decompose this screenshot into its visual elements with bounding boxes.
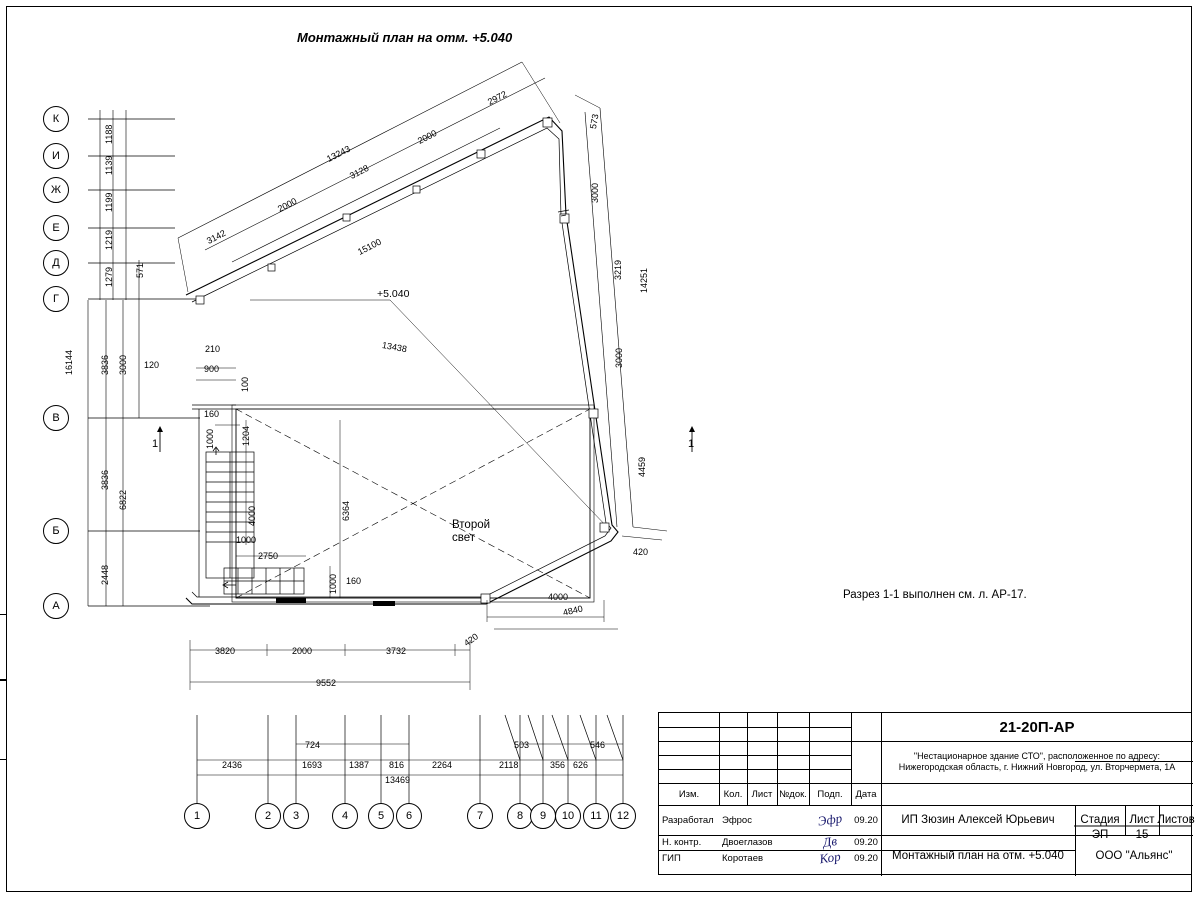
axis-bubble-letter[interactable]: Г bbox=[43, 286, 69, 312]
dimension-label: 4000 bbox=[548, 592, 569, 602]
dimension-label: 4000 bbox=[247, 505, 257, 526]
section-note: Разрез 1-1 выполнен см. л. АР-17. bbox=[843, 589, 1027, 601]
dimension-label: 15100 bbox=[356, 236, 383, 257]
dimension-label: 100 bbox=[240, 376, 250, 392]
axis-bubble-letter[interactable]: В bbox=[43, 405, 69, 431]
stamp-header-list: Лист bbox=[751, 788, 773, 800]
axis-bubble-number[interactable]: 3 bbox=[283, 803, 309, 829]
dimension-label: 3000 bbox=[590, 182, 600, 203]
axis-bubble-letter[interactable]: Д bbox=[43, 250, 69, 276]
project-code: 21-20П-АР bbox=[999, 718, 1075, 736]
dimension-label: 1139 bbox=[104, 155, 114, 175]
axis-bubble-number[interactable]: 7 bbox=[467, 803, 493, 829]
dimension-label: 14251 bbox=[639, 267, 649, 293]
axis-bubble-letter[interactable]: А bbox=[43, 593, 69, 619]
axis-bubble-letter[interactable]: К bbox=[43, 106, 69, 132]
dimension-label: 356 bbox=[550, 760, 566, 770]
dimension-label: 2436 bbox=[222, 760, 243, 770]
axis-bubble-number[interactable]: 2 bbox=[255, 803, 281, 829]
dimension-label: 1279 bbox=[104, 266, 114, 287]
dimension-label: 2264 bbox=[432, 760, 453, 770]
dimension-label: 1387 bbox=[349, 760, 370, 770]
dimension-label: 3142 bbox=[205, 227, 228, 246]
dimension-label: 1000 bbox=[236, 535, 257, 545]
stamp-role-1: Разработал bbox=[662, 814, 714, 826]
dimension-label: 3820 bbox=[215, 646, 236, 656]
axis-bubble-number[interactable]: 6 bbox=[396, 803, 422, 829]
dimension-label: 1199 bbox=[104, 192, 114, 212]
stage-header: Стадия bbox=[1080, 814, 1120, 826]
elevation-mark: +5.040 bbox=[377, 288, 410, 300]
list-value: 15 bbox=[1135, 829, 1149, 841]
stage-value: ЭП bbox=[1091, 829, 1109, 841]
page-title: Монтажный план на отм. +5.040 bbox=[297, 30, 513, 45]
dimension-label: 2448 bbox=[100, 564, 110, 585]
dimension-label: 210 bbox=[205, 344, 221, 354]
dimension-label: 1219 bbox=[104, 229, 114, 250]
dimension-label: 2000 bbox=[292, 646, 313, 656]
section-mark-right: 1 bbox=[688, 438, 695, 450]
stamp-role-3: ГИП bbox=[662, 852, 681, 864]
dimension-label: 2972 bbox=[486, 88, 509, 107]
company-name: ООО "Альянс" bbox=[1095, 849, 1173, 862]
lists-header: Листов bbox=[1157, 814, 1195, 826]
stamp-name-1: Эфрос bbox=[722, 814, 752, 826]
dimension-label: 571 bbox=[135, 262, 145, 278]
dimension-label: 1188 bbox=[104, 124, 114, 144]
dimension-label: 160 bbox=[346, 576, 362, 586]
dimension-label: 3836 bbox=[100, 354, 110, 375]
stamp-name-2: Двоеглазов bbox=[722, 837, 773, 848]
dimension-label: 900 bbox=[204, 364, 220, 374]
stamp-role-2: Н. контр. bbox=[662, 837, 702, 848]
stamp-header-izm: Изм. bbox=[678, 788, 700, 800]
dimension-label: 2118 bbox=[499, 760, 519, 770]
dimension-label: 2000 bbox=[276, 195, 299, 214]
dimension-label: 724 bbox=[305, 740, 321, 750]
dimension-label: 1693 bbox=[302, 760, 323, 770]
axis-bubble-number[interactable]: 9 bbox=[530, 803, 556, 829]
dimension-label: 2750 bbox=[258, 551, 279, 561]
stamp-signature-2: Дв bbox=[821, 833, 838, 850]
stamp-header-data: Дата bbox=[855, 788, 877, 800]
dimension-label: 160 bbox=[204, 409, 220, 419]
dimension-label: 3000 bbox=[118, 354, 128, 375]
stamp-signature-3: Кор bbox=[818, 848, 842, 867]
room-label-line2: свет bbox=[452, 532, 476, 544]
axis-bubble-number[interactable]: 1 bbox=[184, 803, 210, 829]
dimension-label: 16144 bbox=[64, 349, 74, 375]
object-line-2: Нижегородская область, г. Нижний Новгород, ул. Вторчермета, 1А bbox=[898, 762, 1176, 772]
stamp-name-3: Коротаев bbox=[722, 852, 764, 864]
axis-bubble-number[interactable]: 10 bbox=[555, 803, 581, 829]
dimension-label: 6364 bbox=[341, 500, 351, 521]
dimension-label: 120 bbox=[144, 360, 160, 370]
axis-bubble-letter[interactable]: И bbox=[43, 143, 69, 169]
dimension-label: 1000 bbox=[205, 428, 215, 449]
dimension-label: 13243 bbox=[325, 143, 352, 164]
dimension-label: 1000 bbox=[328, 573, 338, 594]
dimension-label: 3128 bbox=[348, 162, 371, 181]
axis-bubble-number[interactable]: 4 bbox=[332, 803, 358, 829]
stamp-header-kol: Кол. bbox=[723, 788, 743, 800]
axis-bubble-letter[interactable]: Е bbox=[43, 215, 69, 241]
dimension-label: 3219 bbox=[613, 259, 623, 280]
object-line-1: "Нестационарное здание СТО", расположенное по адресу: bbox=[913, 751, 1161, 761]
stamp-header-podp: Подп. bbox=[817, 788, 843, 800]
axis-bubble-number[interactable]: 8 bbox=[507, 803, 533, 829]
stamp-header-ndoc: №док. bbox=[779, 788, 807, 800]
dimension-label: 13438 bbox=[381, 340, 408, 355]
room-label-line1: Второй bbox=[452, 519, 491, 531]
list-header: Лист bbox=[1129, 814, 1155, 826]
axis-bubble-number[interactable]: 5 bbox=[368, 803, 394, 829]
dimension-label: 3000 bbox=[614, 347, 624, 368]
section-mark-left: 1 bbox=[152, 438, 159, 450]
axis-bubble-letter[interactable]: Ж bbox=[43, 177, 69, 203]
axis-bubble-number[interactable]: 12 bbox=[610, 803, 636, 829]
dimension-label: 4459 bbox=[637, 456, 647, 477]
dimension-label: 626 bbox=[573, 760, 589, 770]
dimension-label: 546 bbox=[590, 740, 606, 750]
dimension-label: 503 bbox=[514, 740, 530, 750]
dimension-label: 9552 bbox=[316, 678, 337, 688]
dimension-label: 3732 bbox=[386, 646, 407, 656]
axis-bubble-number[interactable]: 11 bbox=[583, 803, 609, 829]
dimension-label: 4840 bbox=[562, 603, 584, 618]
stamp-date-1: 09.20 bbox=[854, 814, 878, 826]
stamp-date-3: 09.20 bbox=[854, 852, 878, 864]
dimension-label: 2000 bbox=[416, 127, 439, 146]
customer-name: ИП Зюзин Алексей Юрьевич bbox=[901, 814, 1055, 826]
stamp-signature-1: Эфр bbox=[816, 810, 843, 829]
dimension-label: 13469 bbox=[385, 775, 411, 785]
dimension-label: 1204 bbox=[241, 425, 251, 446]
axis-bubble-letter[interactable]: Б bbox=[43, 518, 69, 544]
dimension-label: 6822 bbox=[118, 489, 128, 510]
dimension-label: 3836 bbox=[100, 469, 110, 490]
dimension-label: 816 bbox=[389, 760, 405, 770]
stamp-date-2: 09.20 bbox=[854, 837, 878, 848]
dimension-label: 420 bbox=[462, 631, 481, 649]
dimension-label: 420 bbox=[633, 547, 649, 557]
dimension-label: 573 bbox=[588, 113, 601, 130]
sheet-title: Монтажный план на отм. +5.040 bbox=[892, 849, 1064, 862]
